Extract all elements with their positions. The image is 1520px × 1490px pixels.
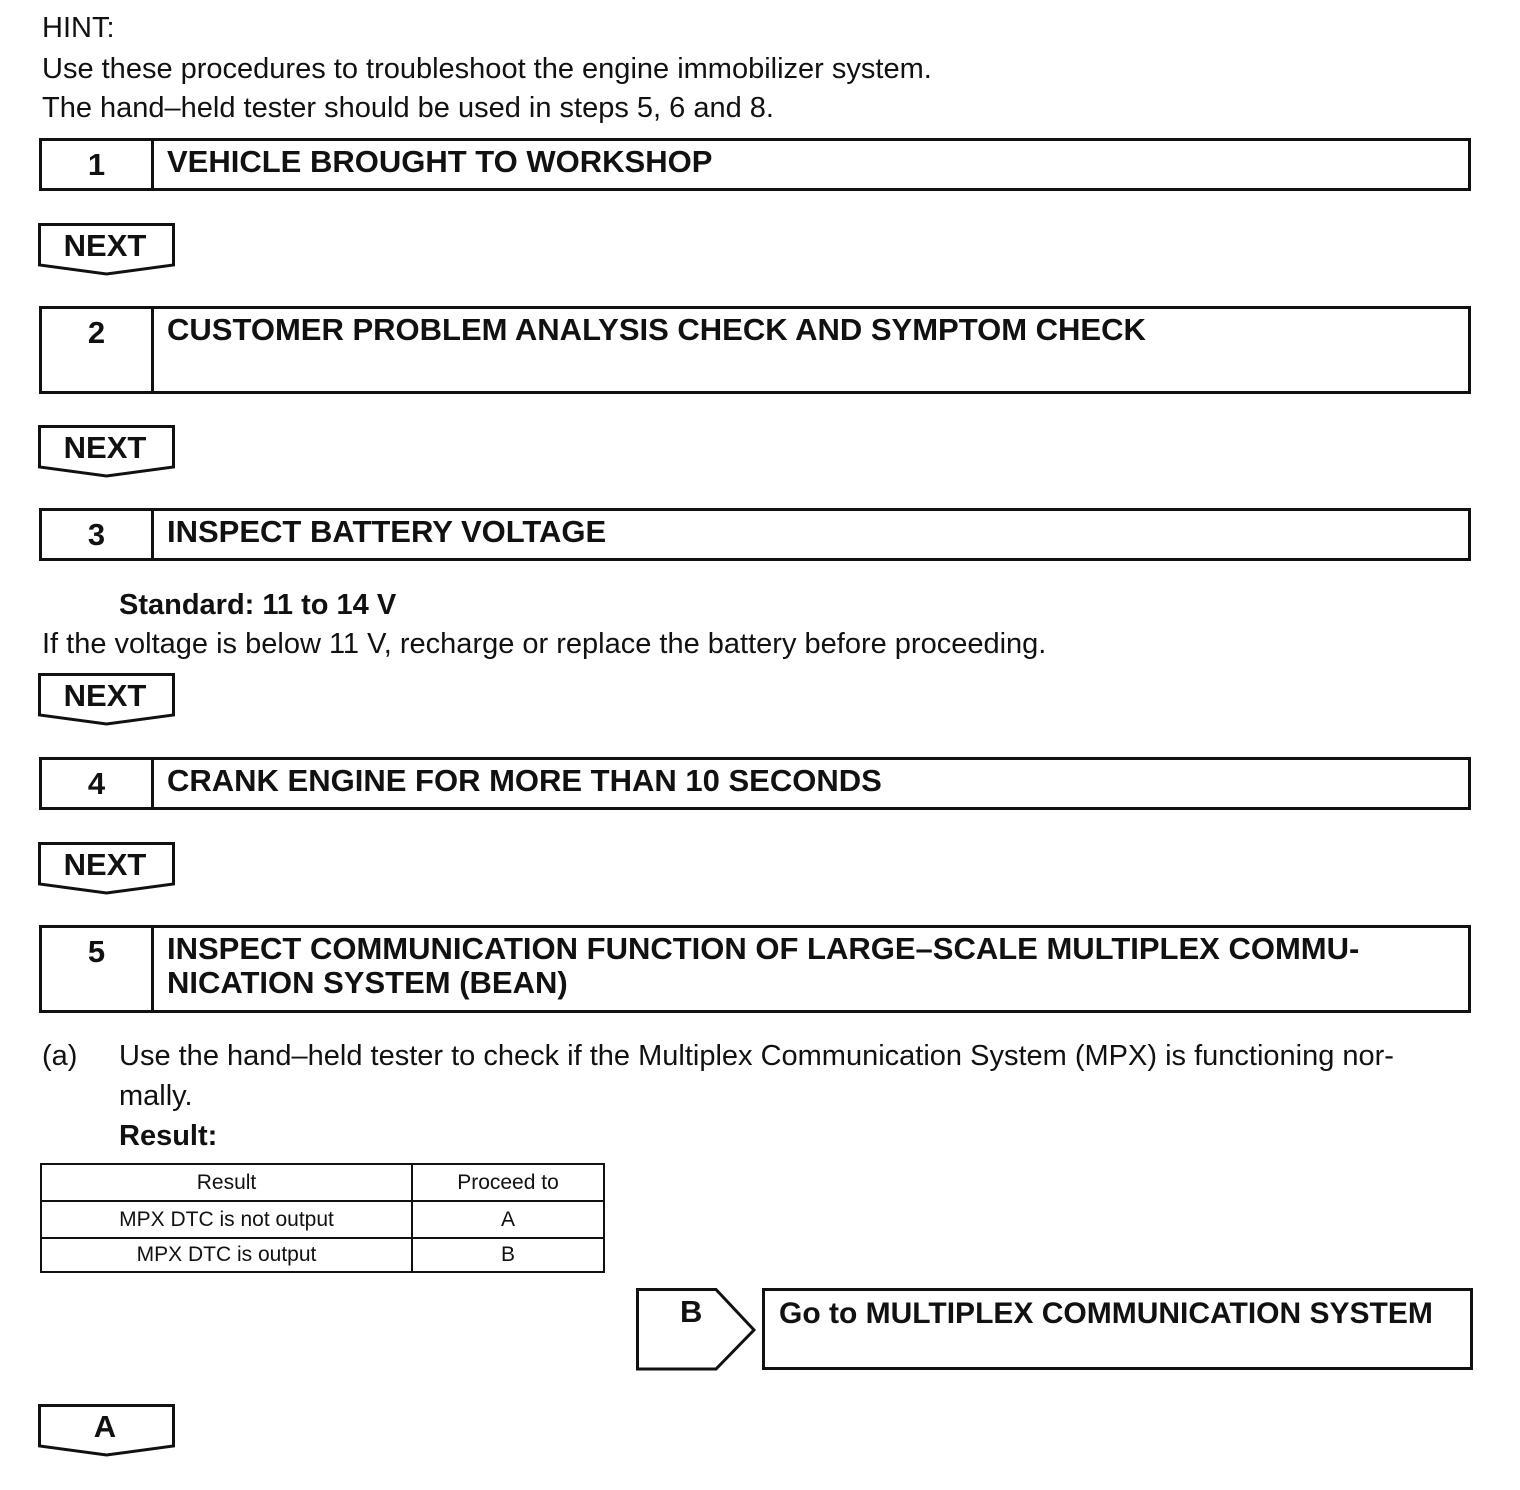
step-1-title: VEHICLE BROUGHT TO WORKSHOP <box>167 144 713 179</box>
step-3-note: If the voltage is below 11 V, recharge or replace the battery before proceeding. <box>42 628 1047 660</box>
step-1-box <box>39 138 1471 191</box>
table-row <box>41 1201 604 1238</box>
branch-b-label: B <box>680 1294 703 1329</box>
result-table <box>40 1163 605 1273</box>
table-header-row <box>41 1164 604 1201</box>
table-header-proceed: Proceed to <box>412 1164 604 1201</box>
step-2-number: 2 <box>42 309 154 391</box>
next-label: NEXT <box>63 678 147 713</box>
table-cell: MPX DTC is output <box>41 1238 412 1272</box>
step-5-box <box>39 925 1471 1013</box>
step-5-item-line-2: mally. <box>119 1080 193 1112</box>
next-button-3[interactable] <box>38 673 176 727</box>
step-5-number: 5 <box>42 928 154 1010</box>
step-5-result-label: Result: <box>119 1120 218 1152</box>
step-3-title: INSPECT BATTERY VOLTAGE <box>167 514 607 549</box>
step-4-title: CRANK ENGINE FOR MORE THAN 10 SECONDS <box>167 763 882 798</box>
step-2-title: CUSTOMER PROBLEM ANALYSIS CHECK AND SYMPTOM CHECK <box>167 312 1146 347</box>
step-3-number: 3 <box>42 511 154 558</box>
table-cell: B <box>412 1238 604 1272</box>
table-cell: MPX DTC is not output <box>41 1201 412 1238</box>
step-4-number: 4 <box>42 760 154 807</box>
step-3-standard: Standard: 11 to 14 V <box>119 589 397 621</box>
next-button-4[interactable] <box>38 842 176 896</box>
step-2-box <box>39 306 1471 394</box>
next-button-2[interactable] <box>38 425 176 479</box>
step-1-number: 1 <box>42 141 154 188</box>
next-label: NEXT <box>63 847 147 882</box>
step-3-box <box>39 508 1471 561</box>
branch-a-label: A <box>93 1409 117 1444</box>
hint-line-1: Use these procedures to troubleshoot the engine immobilizer system. <box>42 53 932 85</box>
branch-b-destination[interactable] <box>762 1288 1473 1370</box>
branch-a-button[interactable] <box>38 1404 176 1458</box>
branch-b-text: Go to MULTIPLEX COMMUNICATION SYSTEM <box>779 1297 1433 1330</box>
branch-b-button[interactable] <box>636 1288 758 1372</box>
next-label: NEXT <box>63 228 147 263</box>
step-5-item-line-1: Use the hand–held tester to check if the Multiplex Communication System (MPX) is functioning nor- <box>119 1040 1394 1072</box>
step-4-box <box>39 757 1471 810</box>
step-5-item-label: (a) <box>42 1040 78 1072</box>
next-label: NEXT <box>63 430 147 465</box>
next-button-1[interactable] <box>38 223 176 277</box>
table-cell: A <box>412 1201 604 1238</box>
table-header-result: Result <box>41 1164 412 1201</box>
step-5-title: INSPECT COMMUNICATION FUNCTION OF LARGE–SCALE MULTIPLEX COMMU-NICATION SYSTEM (BEAN) <box>167 931 1360 1000</box>
hint-line-2: The hand–held tester should be used in steps 5, 6 and 8. <box>42 92 774 124</box>
hint-label: HINT: <box>42 12 115 44</box>
table-row <box>41 1238 604 1272</box>
